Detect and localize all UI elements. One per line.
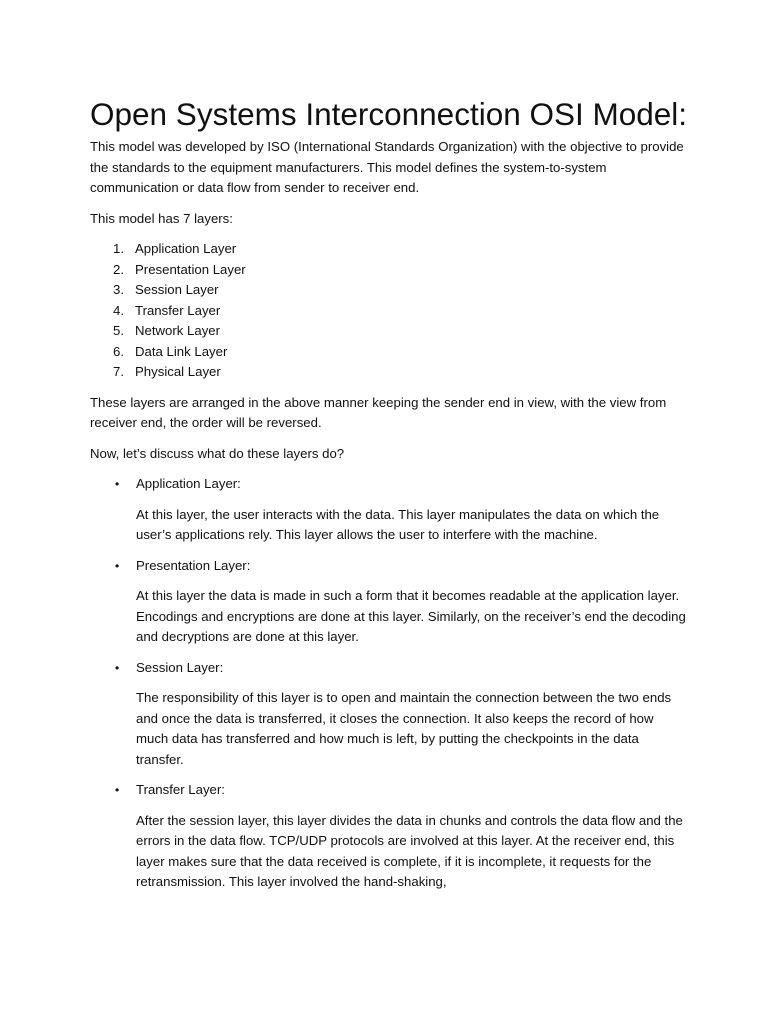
order-note-paragraph: These layers are arranged in the above manner keeping the sender end in view, with the view from receiver end, the order will be reversed. [90, 394, 667, 430]
layer-item [90, 362, 686, 383]
bullet-icon: • [115, 660, 120, 675]
layer-item [90, 342, 686, 363]
intro-paragraph: This model was developed by ISO (International Standards Organization) with the objective to provide the standards to the equipment manufacturers. This model defines the system-to-system communication or data flow from sender to receiver end. [90, 139, 684, 195]
bullet-icon: • [115, 558, 120, 573]
layer-item [90, 260, 686, 281]
section-body: At this layer the data is made in such a form that it becomes readable at the application layer. Encodings and encryptions are done at this layer. Similarly, on the receiver’s end the decoding and decryptions are done at this layer. [136, 588, 686, 644]
layer-number: 7. [113, 364, 124, 379]
layer-name: Application Layer [135, 241, 237, 256]
section-heading-label: Application Layer: [136, 476, 241, 491]
page-title: Open Systems Interconnection OSI Model: [90, 96, 688, 132]
section-body: At this layer, the user interacts with the data. This layer manipulates the data on which the user’s applications rely. This layer allows the user to interfere with the machine. [136, 506, 660, 542]
layer-number: 3. [113, 282, 124, 297]
section-heading-label: Session Layer: [136, 659, 224, 675]
section-presentation [90, 556, 686, 648]
layer-item [90, 301, 686, 322]
section-transfer [90, 780, 686, 893]
layer-number: 1. [113, 241, 124, 256]
layer-name: Physical Layer [135, 364, 221, 379]
layer-number: 6. [113, 343, 124, 359]
layer-item [90, 239, 686, 260]
layer-number: 5. [113, 323, 124, 338]
section-heading-label: Transfer Layer: [136, 782, 225, 797]
layers-list [90, 239, 686, 383]
layer-name: Presentation Layer [135, 261, 246, 277]
section-heading [90, 556, 686, 577]
bullet-icon: • [115, 477, 120, 491]
layers-intro: This model has 7 layers: [90, 210, 233, 226]
section-body: After the session layer, this layer divides the data in chunks and controls the data flow and the errors in the data flow. TCP/UDP protocols are involved at this layer. At the receiver end, this layer makes sure that the data received is complete, if it is incomplete, it requests for the retransmission. This layer involved the hand-shaking, [136, 812, 683, 889]
section-session [90, 658, 686, 771]
section-body: The responsibility of this layer is to open and maintain the connection between the two ends and once the data is transferred, it closes the connection. It also keeps the record of how much data has transferred and how much is left, by putting the checkpoints in the data transfer. [136, 690, 672, 767]
layer-item [90, 280, 686, 301]
layer-item [90, 321, 686, 342]
layer-name: Data Link Layer [135, 343, 228, 359]
layer-number: 2. [113, 261, 124, 277]
section-heading [90, 780, 686, 801]
bullet-icon: • [115, 783, 120, 797]
section-heading-label: Presentation Layer: [136, 557, 251, 573]
layer-name: Network Layer [135, 323, 221, 338]
section-heading [90, 474, 686, 495]
section-heading [90, 658, 686, 679]
discuss-paragraph: Now, let’s discuss what do these layers do? [90, 445, 345, 461]
layer-name: Session Layer [135, 282, 219, 297]
layer-number: 4. [113, 302, 124, 318]
layer-name: Transfer Layer [135, 302, 221, 318]
section-application [90, 474, 686, 546]
